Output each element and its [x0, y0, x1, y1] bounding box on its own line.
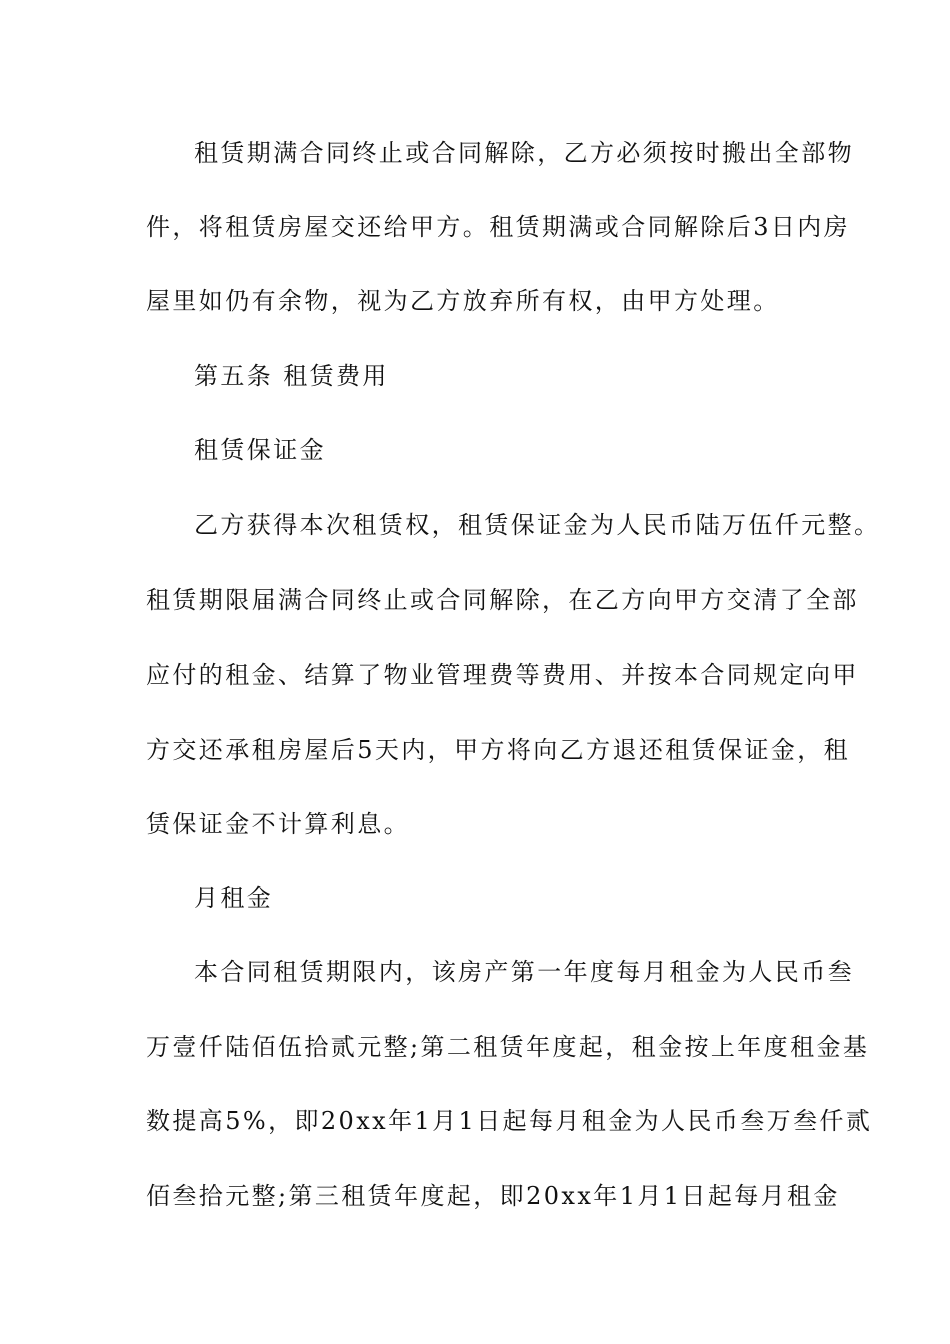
paragraph-line: 本合同租赁期限内，该房产第一年度每月租金为人民币叁	[194, 958, 854, 986]
paragraph-line: 赁保证金不计算利息。	[146, 810, 410, 838]
paragraph-line: 佰叁拾元整;第三租赁年度起，即20xx年1月1日起每月租金	[146, 1182, 840, 1210]
paragraph-line: 租赁期限届满合同终止或合同解除，在乙方向甲方交清了全部	[146, 586, 859, 614]
subsection-heading: 租赁保证金	[194, 436, 326, 464]
paragraph-line: 件，将租赁房屋交还给甲方。租赁期满或合同解除后3日内房	[146, 213, 851, 241]
paragraph-line: 乙方获得本次租赁权，租赁保证金为人民币陆万伍仟元整。	[194, 511, 881, 539]
subsection-heading: 月租金	[194, 884, 274, 912]
paragraph-line: 数提高5%，即20xx年1月1日起每月租金为人民币叁万叁仟贰	[146, 1107, 873, 1135]
paragraph-line: 屋里如仍有余物，视为乙方放弃所有权，由甲方处理。	[146, 287, 780, 315]
paragraph-line: 应付的租金、结算了物业管理费等费用、并按本合同规定向甲	[146, 661, 859, 689]
paragraph-line: 方交还承租房屋后5天内，甲方将向乙方退还租赁保证金，租	[146, 736, 851, 764]
paragraph-line: 租赁期满合同终止或合同解除，乙方必须按时搬出全部物	[194, 139, 854, 167]
paragraph-line: 万壹仟陆佰伍拾贰元整;第二租赁年度起，租金按上年度租金基	[146, 1033, 870, 1061]
section-heading: 第五条 租赁费用	[194, 362, 389, 390]
